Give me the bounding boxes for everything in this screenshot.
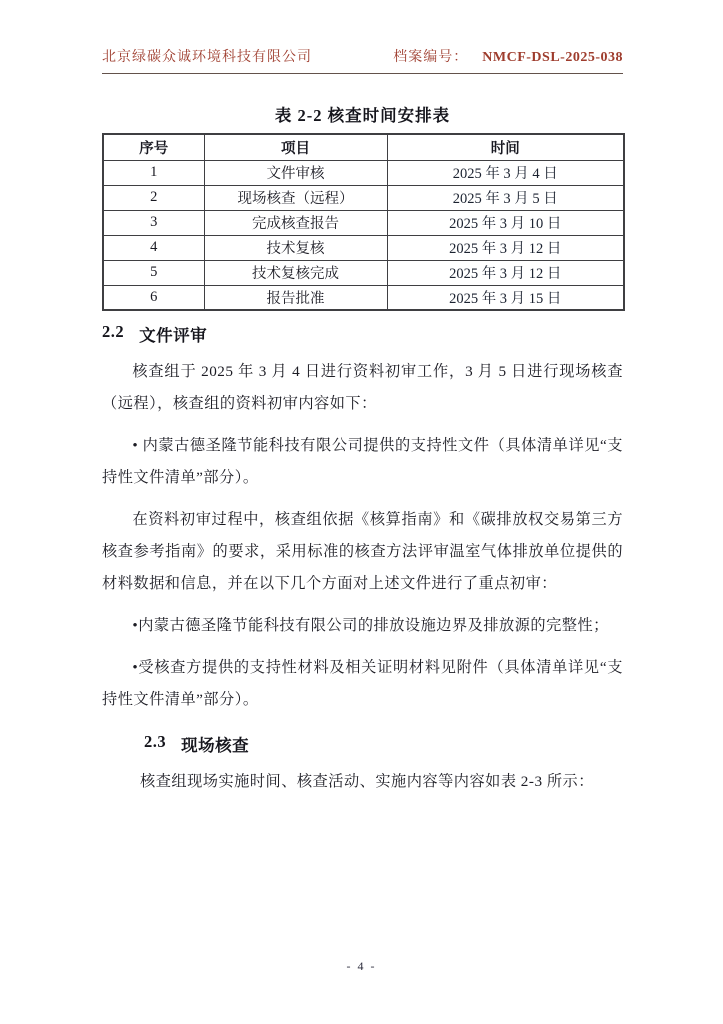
column-header-index: 序号 [103,134,204,160]
company-name: 北京绿碳众诚环境科技有限公司 [102,50,312,65]
cell-time: 2025 年 3 月 5 日 [387,185,624,210]
section-title: 现场核查 [181,736,250,755]
table-row [103,260,624,285]
cell-item: 完成核查报告 [204,210,387,235]
cell-index: 2 [103,185,204,210]
archive-number-value: NMCF-DSL-2025-038 [482,50,623,65]
section-heading-2-2 [102,322,623,346]
paragraph-onsite-intro: 核查组现场实施时间、核查活动、实施内容等内容如表 2-3 所示： [140,773,594,790]
cell-index: 6 [103,285,204,310]
table-row [103,160,624,185]
page-number: - 4 - [346,959,377,973]
table-row [103,185,624,210]
cell-item: 技术复核 [204,235,387,260]
column-header-time: 时间 [387,134,624,160]
cell-time: 2025 年 3 月 15 日 [387,285,624,310]
paragraph-review-intro: 核查组于 2025 年 3 月 4 日进行资料初审工作，3 月 5 日进行现场核查（远程），核查组的资料初审内容如下： [102,363,623,412]
cell-time: 2025 年 3 月 10 日 [387,210,624,235]
cell-time: 2025 年 3 月 12 日 [387,260,624,285]
table-row [103,210,624,235]
page-header [102,46,623,74]
paragraph-review-method: 在资料初审过程中，核查组依据《核算指南》和《碳排放权交易第三方核查参考指南》的要求，采用标准的核查方法评审温室气体排放单位提供的材料数据和信息，并在以下几个方面对上述文件进行了重点初审： [102,511,623,592]
archive-number-label: 档案编号： [393,50,469,65]
cell-time: 2025 年 3 月 12 日 [387,235,624,260]
archive-number-block [393,46,623,66]
section-heading-2-3 [144,732,623,756]
cell-index: 5 [103,260,204,285]
section-number: 2.3 [144,732,167,751]
table-row [103,285,624,310]
cell-time: 2025 年 3 月 4 日 [387,160,624,185]
cell-item: 报告批准 [204,285,387,310]
cell-item: 文件审核 [204,160,387,185]
bullet-supporting-materials: •受核查方提供的支持性材料及相关证明材料见附件（具体清单详见“支持性文件清单”部分）。 [102,659,623,708]
column-header-item: 项目 [204,134,387,160]
cell-index: 4 [103,235,204,260]
table-header-row [103,134,624,160]
table-caption: 表 2-2 核查时间安排表 [274,106,451,125]
cell-item: 现场核查（远程） [204,185,387,210]
cell-item: 技术复核完成 [204,260,387,285]
cell-index: 1 [103,160,204,185]
section-number: 2.2 [102,322,125,341]
table-row [103,235,624,260]
cell-index: 3 [103,210,204,235]
bullet-supporting-documents: • 内蒙古德圣隆节能科技有限公司提供的支持性文件（具体清单详见“支持性文件清单”部分）。 [102,437,623,486]
section-title: 文件评审 [139,326,208,345]
verification-schedule-table [102,133,625,311]
bullet-boundary-completeness: •内蒙古德圣隆节能科技有限公司的排放设施边界及排放源的完整性； [132,617,609,634]
